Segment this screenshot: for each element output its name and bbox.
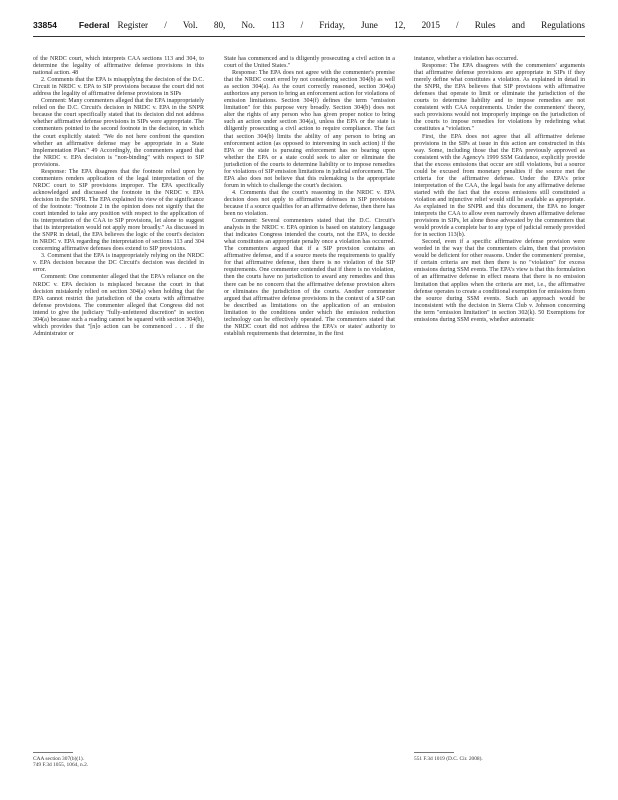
paragraph: Response: The EPA disagrees with the commenters' arguments that affirmative defense provisions are appropriate in SIPs if they merely define what constitutes a violation. As explained in detail in the SNPR, the EPA believes that SIP provisions with affirmative defenses that operate to limit or eliminate the jurisdiction of the courts to determine liability and to impose remedies are not consistent with CAA requirements. Under the commenters' theory, such provisions would not improperly impinge on the jurisdiction of the courts to impose remedies for violations by redefining what constitutes a "violation." — [414, 63, 585, 133]
publication-name: Federal — [78, 20, 110, 30]
header-word: 113 — [271, 20, 285, 30]
header-rule — [33, 36, 585, 37]
header-word: June — [361, 20, 378, 30]
section-heading: 4. Comments that the court's reasoning in the NRDC v. EPA decision does not apply to affirmative defenses in SIP provisions because if a source qualifies for an affirmative defense, then there has been no violation. — [224, 189, 395, 218]
header-word: Register — [117, 20, 149, 30]
footnote: 551 F.3d 1019 (D.C. Cir. 2008). — [414, 756, 483, 762]
header-word: 2015 — [421, 20, 440, 30]
page-number: 33854 — [33, 20, 57, 30]
footnotes-column-1 — [33, 756, 204, 769]
section-heading: 2. Comments that the EPA is misapplying the decision of the D.C. Circuit in NRDC v. EPA to SIP provisions because the court did not address the legality of affirmative defense provisions in SIPs — [33, 77, 204, 98]
paragraph: Comment: Many commenters alleged that the EPA inappropriately relied on the D.C. Circuit's decision in NRDC v. EPA in the SNPR because the court specifically stated that its decision did not address whether affirmative defense provisions in SIPs were appropriate. The commenters pointed to the second footnote in the decision, in which the court explicitly stated: "We do not here confront the question whether an affirmative defense may be appropriate in a State Implementation Plan." 49 Accordingly, the commenters argued that the NRDC v. EPA decision is "non-binding" with respect to SIP provisions. — [33, 98, 204, 168]
text-column-1 — [33, 56, 204, 338]
paragraph: Second, even if a specific affirmative defense provision were worded in the way that the commenters claim, then that provision would be deficient for other reasons. Under the commenters' premise, if certain criteria are met then there is no "violation" for excess emissions during SSM events. The EPA's view is that this formulation of an affirmative defense in effect means that there is no emission limitation that applies when the criteria are met, i.e., the affirmative defense operates to create a conditional exemption for emissions from the source during SSM events. Such an approach would be inconsistent with the decision in Sierra Club v. Johnson concerning the term "emission limitation" in section 302(k). 50 Exemptions for emissions during SSM events, whether automatic — [414, 239, 585, 323]
header-word: / — [456, 20, 459, 30]
paragraph: instance, whether a violation has occurred. — [414, 56, 519, 62]
header-word: Rules — [474, 20, 496, 30]
paragraph: First, the EPA does not agree that all affirmative defense provisions in the SIPs at issue in this action are constructed in this way. Some, including those that the EPA previously approved as consistent with the Agency's 1999 SSM Guidance, explicitly provide that the excess emissions that occur are still violations, but a source could be excused from monetary penalties if the source met the criteria for the affirmative defense. Under the EPA's prior interpretation of the CAA, the legal basis for any affirmative defense started with the fact that the excess emissions still constituted a violation and injunctive relief would still be available as appropriate. As explained in the SNPR and this document, the EPA no longer interprets the CAA to allow even narrowly drawn affirmative defense provisions in SIPs, let alone those advocated by the commenters that would provide a complete bar to any type of judicial remedy provided for in section 113(b). — [414, 133, 585, 239]
paragraph: Response: The EPA disagrees that the footnote relied upon by commenters renders application of the legal interpretation of the NRDC court to SIP provisions improper. The EPA specifically acknowledged and discussed the footnote in the NRDC v. EPA decision in the SNPR. The EPA explained its view of the significance of the footnote: "footnote 2 in the opinion does not signify that the court intended to take any position with respect to the application of its interpretation of the CAA to SIP provisions, let alone to suggest that its interpretation would not apply more broadly." As discussed in the SNPR in detail, the EPA believes the logic of the court's decision in NRDC v. EPA regarding the interpretation of sections 113 and 304 concerning affirmative defenses does extend to SIP provisions. — [33, 168, 204, 253]
header-word: and — [511, 20, 525, 30]
footnote: 749 F.3d 1055, 1064, n.2. — [33, 762, 89, 769]
header-word: / — [300, 20, 304, 30]
header-word: 12, — [393, 20, 406, 30]
footnote-rule — [33, 752, 73, 753]
text-column-2 — [224, 56, 395, 338]
header-word: Friday, — [319, 20, 345, 30]
paragraph: Comment: Several commenters stated that the D.C. Circuit's analysis in the NRDC v. EPA opinion is based on statutory language that indicates Congress intended the courts, not the EPA, to decide what constitutes an appropriate penalty once a violation has occurred. The commenters argued that if a SIP provision contains an affirmative defense, and if a source meets the requirements to qualify for that affirmative defense, then there is no violation of the SIP requirements. One commenter contended that if there is no violation, then the courts have no jurisdiction to award any remedies and thus there can be no concern that the affirmative defense provision alters or eliminates the jurisdiction of the courts. Another commenter argued that affirmative defense provisions in the context of a SIP can be described as limitations on the application of an emission limitation to the conditions under which the emission reduction technology can be effectively operated. The commenters stated that the NRDC court did not address the EPA's or states' authority to establish requirements that determine, in the first — [224, 218, 395, 337]
paragraph: of the NRDC court, which interprets CAA sections 113 and 304, to determine the legality of affirmative defense provisions in this national action. 48 — [33, 56, 204, 77]
footnotes-column-3 — [414, 756, 585, 762]
text-column-3 — [414, 56, 585, 324]
section-heading: 3. Comment that the EPA is inappropriately relying on the NRDC v. EPA decision because the DC Circuit's decision was decided in error. — [33, 253, 204, 274]
header-word: Vol. — [182, 20, 198, 30]
paragraph: State has commenced and is diligently prosecuting a civil action in a court of the United States." — [224, 56, 395, 70]
header-word: / — [164, 20, 167, 30]
header-issue-line — [117, 20, 585, 30]
paragraph: Comment: One commenter alleged that the EPA's reliance on the NRDC v. EPA decision is misplaced because the court in that decision mistakenly relied on section 304(a) when holding that the EPA cannot restrict the jurisdiction of the courts with affirmative defense provisions. The commenter alleged that Congress did not intend to give the judiciary "fully-unfettered discretion" in section 304(a) because such a reading cannot be squared with section 304(b), which provides that "[n]o action can be commenced . . . if the Administrator or — [33, 274, 204, 337]
page-header — [33, 20, 585, 34]
paragraph: Response: The EPA does not agree with the commenter's premise that the NRDC court erred by not considering section 304(b) as well as section 304(a). As the court correctly reasoned, section 304(a) authorizes any person to bring an enforcement action for violations of emission limitations. Section 304(f) defines the term "emission limitation" for this purpose very broadly. Section 304(b) does not alter the rights of any person who has given proper notice to bring such an action under section 304(a), unless the EPA or the state is diligently prosecuting a civil action to require compliance. The fact that section 304(b) limits the ability of any person to bring an enforcement action (as opposed to intervening in such action) if the EPA or the state is pursuing enforcement has no bearing upon whether the EPA or a state could seek to alter or eliminate the jurisdiction of the courts to determine liability or to impose remedies for violations of SIP emission limitations in judicial enforcement. The EPA also does not believe that this rulemaking is the appropriate forum in which to challenge the court's decision. — [224, 70, 395, 189]
footnote-rule — [414, 752, 454, 753]
header-word: 80, — [213, 20, 226, 30]
header-word: No. — [241, 20, 255, 30]
header-word: Regulations — [541, 20, 585, 30]
footnote: CAA section 307(b)(1). — [33, 756, 85, 762]
